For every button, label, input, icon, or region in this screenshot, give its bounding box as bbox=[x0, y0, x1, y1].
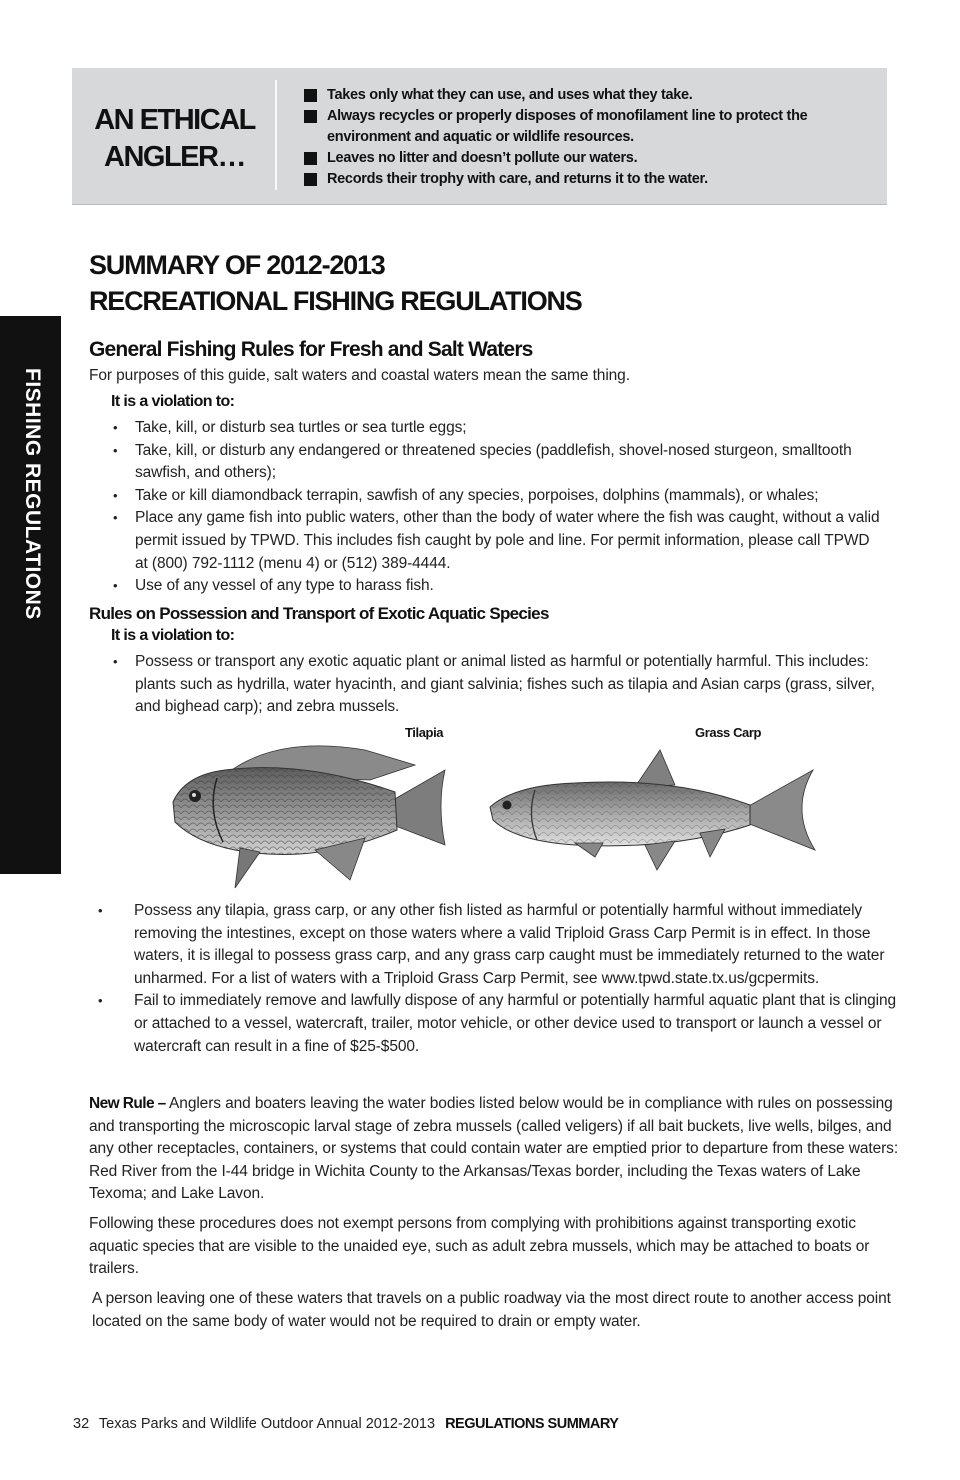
list-item: • Fail to immediately remove and lawfully dispose of any harmful or potentially harmful aquatic plant that is clinging or attached to a vessel, watercraft, trailer, motor vehicle, or other device used to transport or launch a vessel or watercraft can result in a fine of $25-$500. bbox=[96, 990, 901, 1058]
person-leaving-paragraph: A person leaving one of these waters that travels on a public roadway via the most direct route to another access point located on the same body of water would not be required to drain or empty water. bbox=[92, 1290, 891, 1330]
list-item: • Possess any tilapia, grass carp, or any other fish listed as harmful or potentially harmful without immediately removing the intestines, except on those waters where a valid Triploid Grass Carp Permit is in effect. In those waters, it is illegal to possess grass carp, and any grass carp caught must be immediately returned to the water unharmed. For a list of waters with a Triploid Grass Carp Permit, see www.tpwd.state.tx.us/gcpermits. bbox=[96, 900, 901, 990]
list-item: • Place any game fish into public waters, other than the body of water where the fish was caught, without a valid permit issued by TPWD. This includes fish caught by pole and line. For permit information, please call TPWD at (800) 792-1112 (menu 4) or (512) 389-4444. bbox=[111, 507, 886, 575]
violation-label: It is a violation to: bbox=[111, 393, 235, 410]
ethical-divider bbox=[275, 80, 277, 190]
ethical-list bbox=[304, 85, 874, 190]
list-item: • Take or kill diamondback terrapin, sawfish of any species, porpoises, dolphins (mammals), or whales; bbox=[111, 485, 886, 508]
new-rule-paragraph bbox=[89, 1093, 901, 1206]
general-violations-list bbox=[111, 417, 886, 598]
exotic-violations-list bbox=[111, 651, 901, 719]
ethical-item: Leaves no litter and doesn’t pollute our waters. bbox=[304, 148, 874, 169]
ethical-angler-box bbox=[72, 68, 887, 205]
ethical-item: Records their trophy with care, and returns it to the water. bbox=[304, 169, 874, 190]
page-number: 32 bbox=[73, 1416, 90, 1432]
page-title-line2: RECREATIONAL FISHING REGULATIONS bbox=[89, 286, 582, 316]
square-bullet-icon bbox=[304, 152, 317, 165]
new-rule-label: New Rule – bbox=[89, 1095, 166, 1112]
page-title-line1: SUMMARY OF 2012-2013 bbox=[89, 250, 385, 280]
violation-label: It is a violation to: bbox=[111, 627, 235, 644]
grass-carp-fish-illustration bbox=[485, 745, 820, 875]
tilapia-fish-illustration bbox=[165, 730, 450, 895]
section-side-tab-label: FISHING REGULATIONS bbox=[21, 368, 44, 620]
list-item: • Possess or transport any exotic aquatic plant or animal listed as harmful or potentially harmful. This includes: plants such as hydrilla, water hyacinth, and giant salvinia; fishes such as tilapia and Asian carps (grass, silver, and bighead carp); and zebra mussels. bbox=[111, 651, 901, 719]
publication-name: Texas Parks and Wildlife Outdoor Annual 2012-2013 bbox=[98, 1416, 436, 1432]
ethical-item: Always recycles or properly disposes of monofilament line to protect the environment and aquatic or wildlife resources. bbox=[304, 106, 874, 148]
new-rule-text: Anglers and boaters leaving the water bodies listed below would be in compliance with rules on possessing and transporting the microscopic larval stage of zebra mussels (called veligers) if all bait buckets, live wells, bilges, and any other receptacles, containers, or systems that could contain water are emptied prior to departure from these waters: Red River from the I-44 bridge in Wichita County to the Arkansas/Texas border, including the Texas waters of Lake Texoma; and Lake Lavon. bbox=[89, 1095, 899, 1203]
general-rules-intro: For purposes of this guide, salt waters and coastal waters mean the same thing. bbox=[89, 367, 630, 384]
list-item: • Take, kill, or disturb sea turtles or sea turtle eggs; bbox=[111, 417, 886, 440]
square-bullet-icon bbox=[304, 173, 317, 186]
general-rules-heading: General Fishing Rules for Fresh and Salt Waters bbox=[89, 338, 533, 361]
footer-section-name: REGULATIONS SUMMARY bbox=[445, 1416, 619, 1432]
square-bullet-icon bbox=[304, 110, 317, 123]
ethical-angler-title bbox=[72, 102, 277, 176]
list-item: • Use of any vessel of any type to harass fish. bbox=[111, 575, 886, 598]
exotic-species-heading: Rules on Possession and Transport of Exotic Aquatic Species bbox=[89, 604, 549, 623]
page-footer bbox=[73, 1416, 624, 1432]
grass-carp-label: Grass Carp bbox=[695, 725, 762, 740]
ethical-item: Takes only what they can use, and uses what they take. bbox=[304, 85, 874, 106]
following-paragraph: Following these procedures does not exempt persons from complying with prohibitions against transporting exotic aquatic species that are visible to the unaided eye, such as adult zebra mussels, which may be attached to boats or trailers. bbox=[89, 1215, 870, 1278]
ethical-title-line1: AN ETHICAL bbox=[94, 104, 255, 136]
page-title bbox=[89, 247, 582, 319]
tilapia-label: Tilapia bbox=[405, 725, 444, 740]
list-item: • Take, kill, or disturb any endangered or threatened species (paddlefish, shovel-nosed sturgeon, smalltooth sawfish, and others); bbox=[111, 440, 886, 485]
ethical-title-line2: ANGLER… bbox=[104, 141, 245, 173]
exotic-violations-list-continued bbox=[96, 900, 901, 1058]
square-bullet-icon bbox=[304, 89, 317, 102]
